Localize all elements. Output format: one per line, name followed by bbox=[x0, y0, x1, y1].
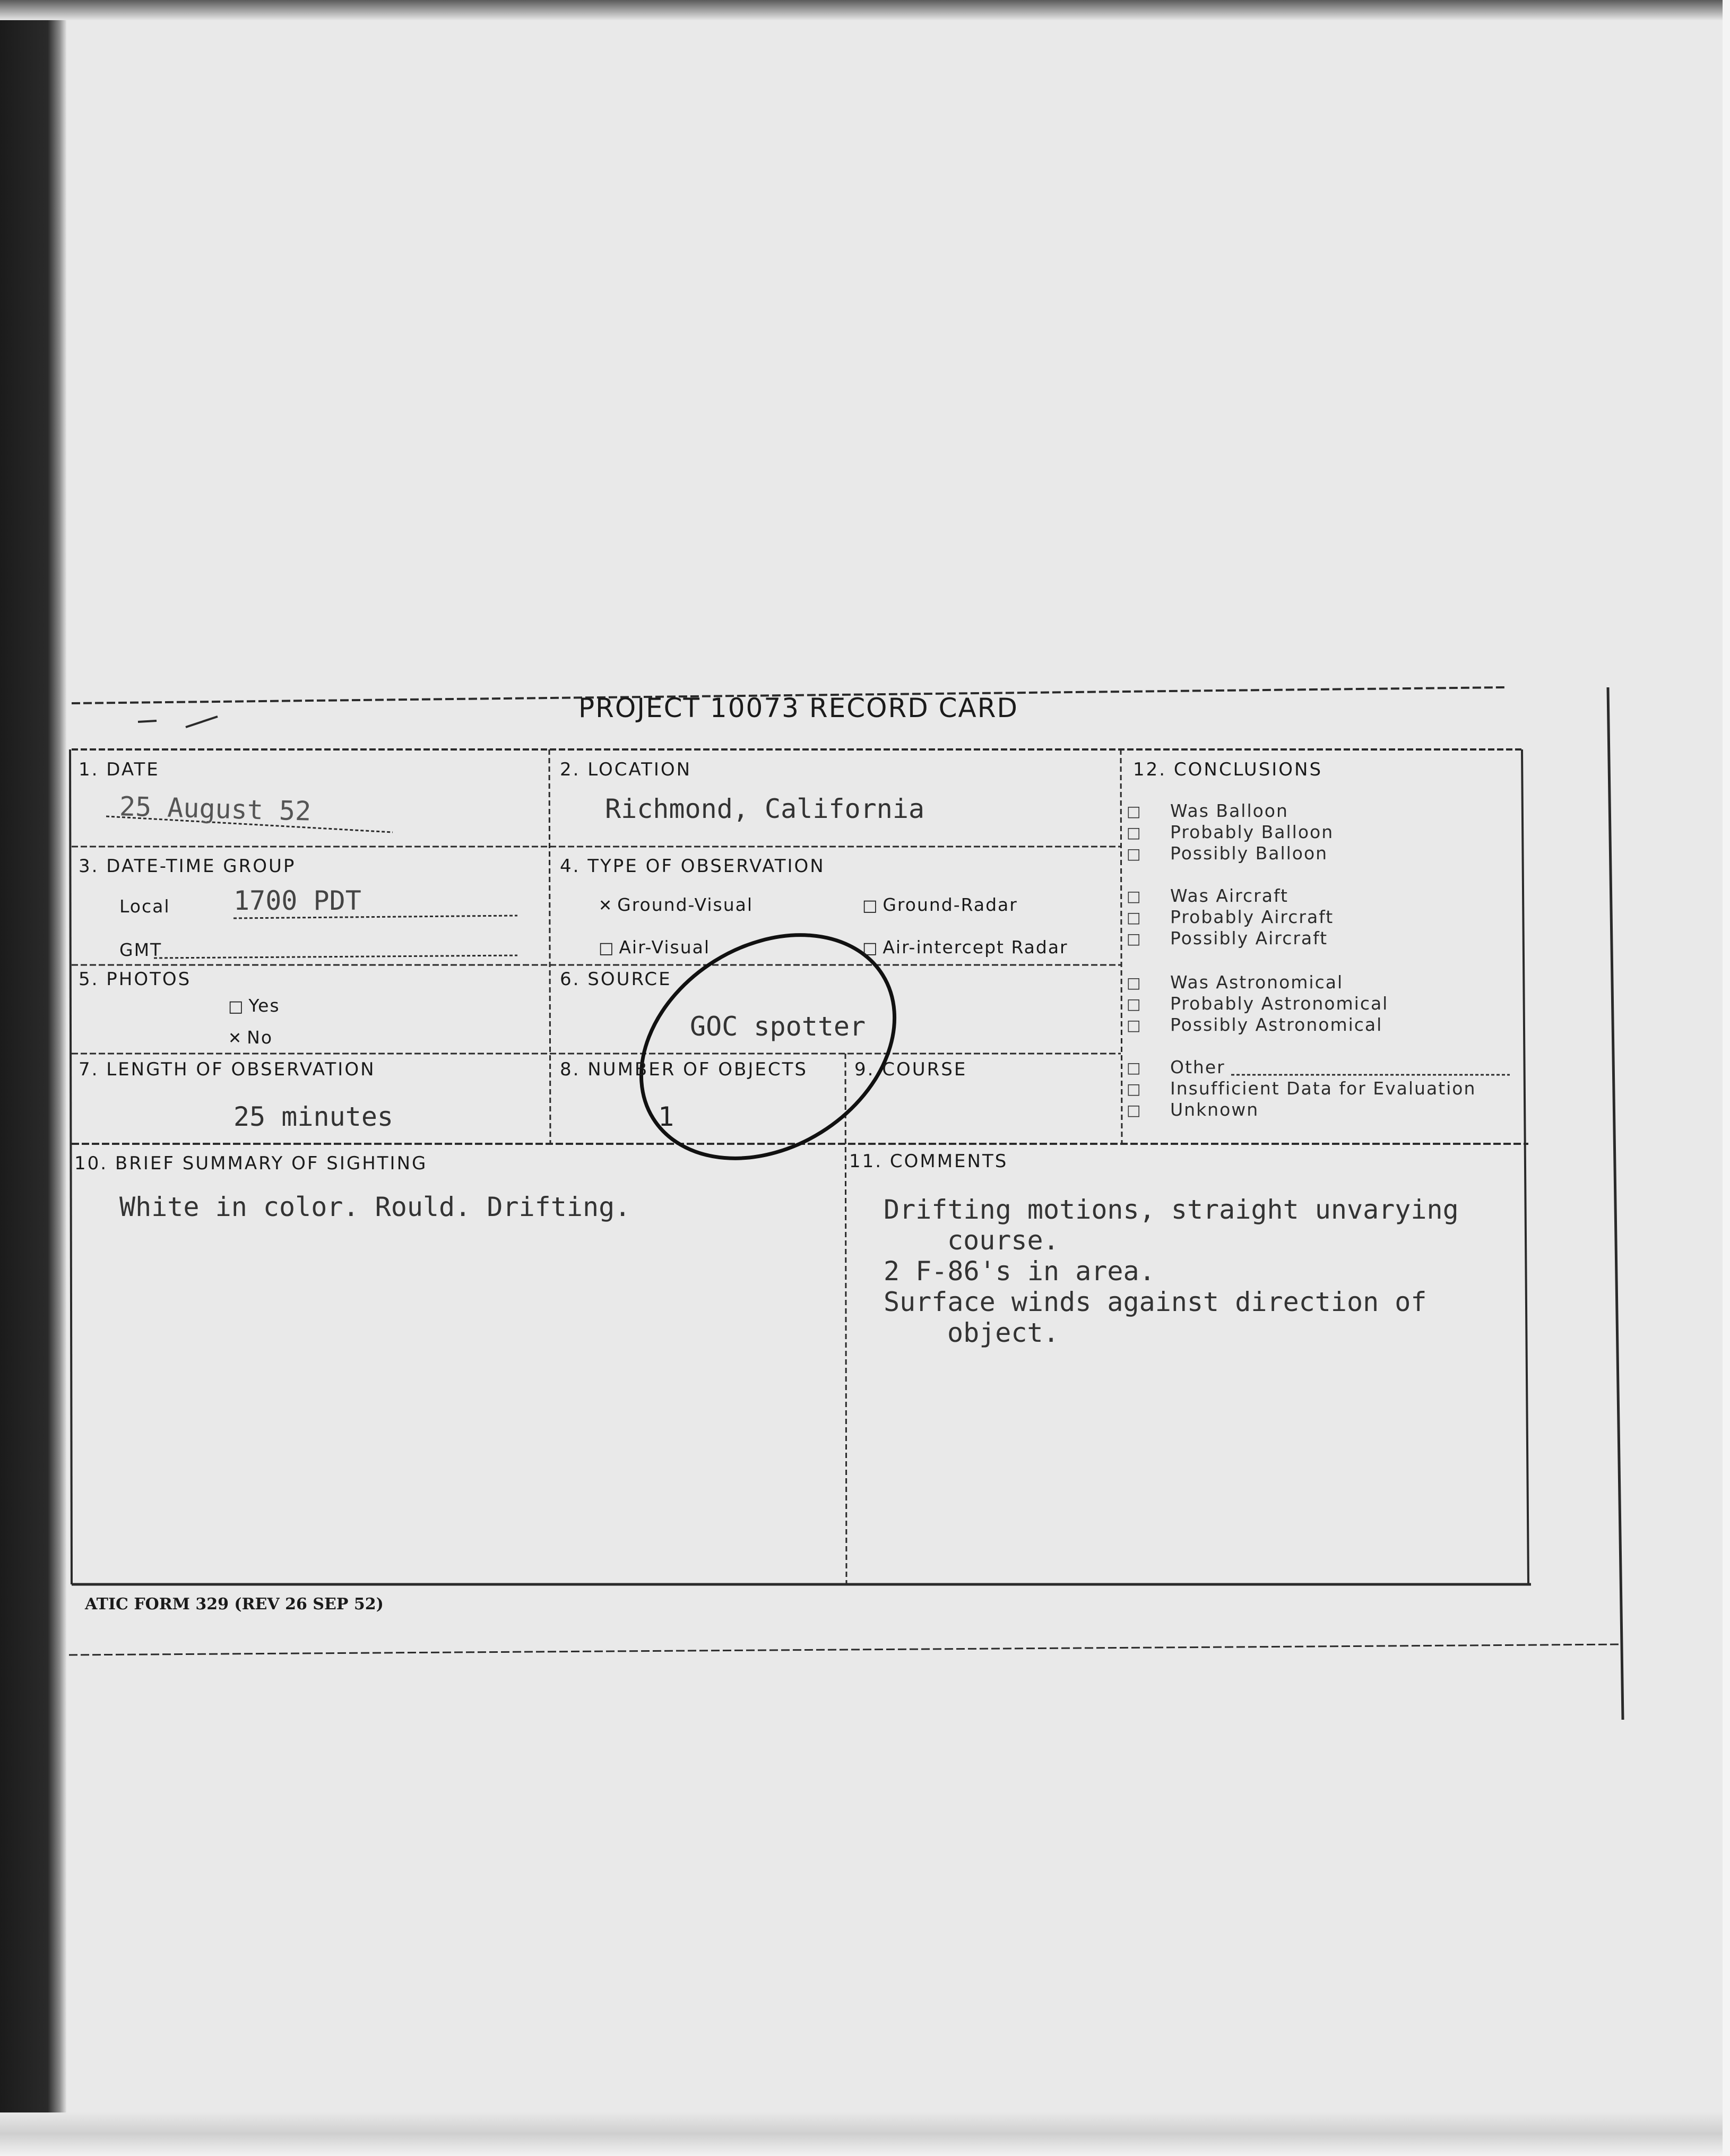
conclusion-checkbox-2: □ bbox=[1127, 824, 1141, 841]
card-title: PROJECT 10073 RECORD CARD bbox=[578, 693, 1018, 723]
conclusion-insufficient-data: Insufficient Data for Evaluation bbox=[1170, 1078, 1476, 1099]
comments-line-4: Surface winds against direction of bbox=[884, 1287, 1427, 1317]
conclusion-checkbox-1: □ bbox=[1127, 803, 1141, 820]
location-value: Richmond, California bbox=[605, 794, 925, 824]
date-value: 25 August 52 bbox=[119, 791, 312, 827]
comments-line-3: 2 F-86's in area. bbox=[884, 1256, 1155, 1287]
conclusion-checkbox-10: □ bbox=[1127, 1059, 1141, 1076]
number-of-objects-label: 8. NUMBER OF OBJECTS bbox=[560, 1059, 808, 1080]
conclusion-checkbox-8: □ bbox=[1127, 995, 1141, 1013]
number-of-objects-value: 1 bbox=[658, 1101, 674, 1132]
local-time-value: 1700 PDT bbox=[233, 885, 361, 916]
conclusion-checkbox-12: □ bbox=[1127, 1101, 1141, 1119]
conclusion-probably-astronomical: Probably Astronomical bbox=[1170, 993, 1389, 1014]
source-value: GOC spotter bbox=[690, 1011, 866, 1042]
conclusions-label: 12. CONCLUSIONS bbox=[1133, 759, 1323, 780]
type-of-observation-label: 4. TYPE OF OBSERVATION bbox=[560, 856, 825, 877]
length-label: 7. LENGTH OF OBSERVATION bbox=[79, 1059, 376, 1080]
conclusion-was-balloon: Was Balloon bbox=[1170, 800, 1288, 821]
form-number: ATIC FORM 329 (REV 26 SEP 52) bbox=[85, 1595, 384, 1614]
photos-yes: □ Yes bbox=[228, 995, 280, 1016]
course-label: 9. COURSE bbox=[854, 1059, 967, 1080]
comments-label: 11. COMMENTS bbox=[849, 1151, 1008, 1172]
obs-option-ground-radar: □ Ground-Radar bbox=[862, 894, 1018, 915]
obs-option-ground-visual: ✕ Ground-Visual bbox=[599, 894, 754, 915]
obs-option-air-visual: □ Air-Visual bbox=[599, 937, 711, 958]
conclusion-probably-aircraft: Probably Aircraft bbox=[1170, 907, 1334, 927]
conclusion-possibly-aircraft: Possibly Aircraft bbox=[1170, 928, 1328, 948]
conclusion-possibly-astronomical: Possibly Astronomical bbox=[1170, 1014, 1383, 1035]
conclusion-checkbox-11: □ bbox=[1127, 1080, 1141, 1098]
conclusion-checkbox-7: □ bbox=[1127, 974, 1141, 991]
comments-line-2: course. bbox=[947, 1225, 1059, 1256]
conclusion-probably-balloon: Probably Balloon bbox=[1170, 822, 1334, 842]
photos-label: 5. PHOTOS bbox=[79, 969, 192, 990]
conclusion-possibly-balloon: Possibly Balloon bbox=[1170, 843, 1328, 864]
conclusion-was-astronomical: Was Astronomical bbox=[1170, 972, 1344, 993]
summary-label: 10. BRIEF SUMMARY OF SIGHTING bbox=[74, 1153, 428, 1174]
date-time-group-label: 3. DATE-TIME GROUP bbox=[79, 856, 296, 877]
source-label: 6. SOURCE bbox=[560, 969, 672, 990]
conclusion-was-aircraft: Was Aircraft bbox=[1170, 885, 1288, 906]
location-label: 2. LOCATION bbox=[560, 759, 692, 780]
conclusion-unknown: Unknown bbox=[1170, 1099, 1259, 1120]
gmt-label: GMT bbox=[119, 939, 162, 960]
summary-text: White in color. Rould. Drifting. bbox=[119, 1192, 631, 1222]
obs-option-air-intercept-radar: □ Air-intercept Radar bbox=[862, 937, 1068, 958]
conclusion-checkbox-6: □ bbox=[1127, 930, 1141, 947]
photos-no: ✕ No bbox=[228, 1027, 273, 1048]
conclusion-checkbox-5: □ bbox=[1127, 909, 1141, 926]
conclusion-checkbox-9: □ bbox=[1127, 1016, 1141, 1034]
conclusion-checkbox-3: □ bbox=[1127, 845, 1141, 863]
length-value: 25 minutes bbox=[233, 1101, 394, 1132]
conclusion-checkbox-4: □ bbox=[1127, 887, 1141, 905]
comments-line-5: object. bbox=[947, 1317, 1059, 1348]
comments-line-1: Drifting motions, straight unvarying bbox=[884, 1194, 1459, 1225]
conclusion-other: Other bbox=[1170, 1057, 1225, 1077]
date-label: 1. DATE bbox=[79, 759, 160, 780]
local-label: Local bbox=[119, 896, 170, 917]
